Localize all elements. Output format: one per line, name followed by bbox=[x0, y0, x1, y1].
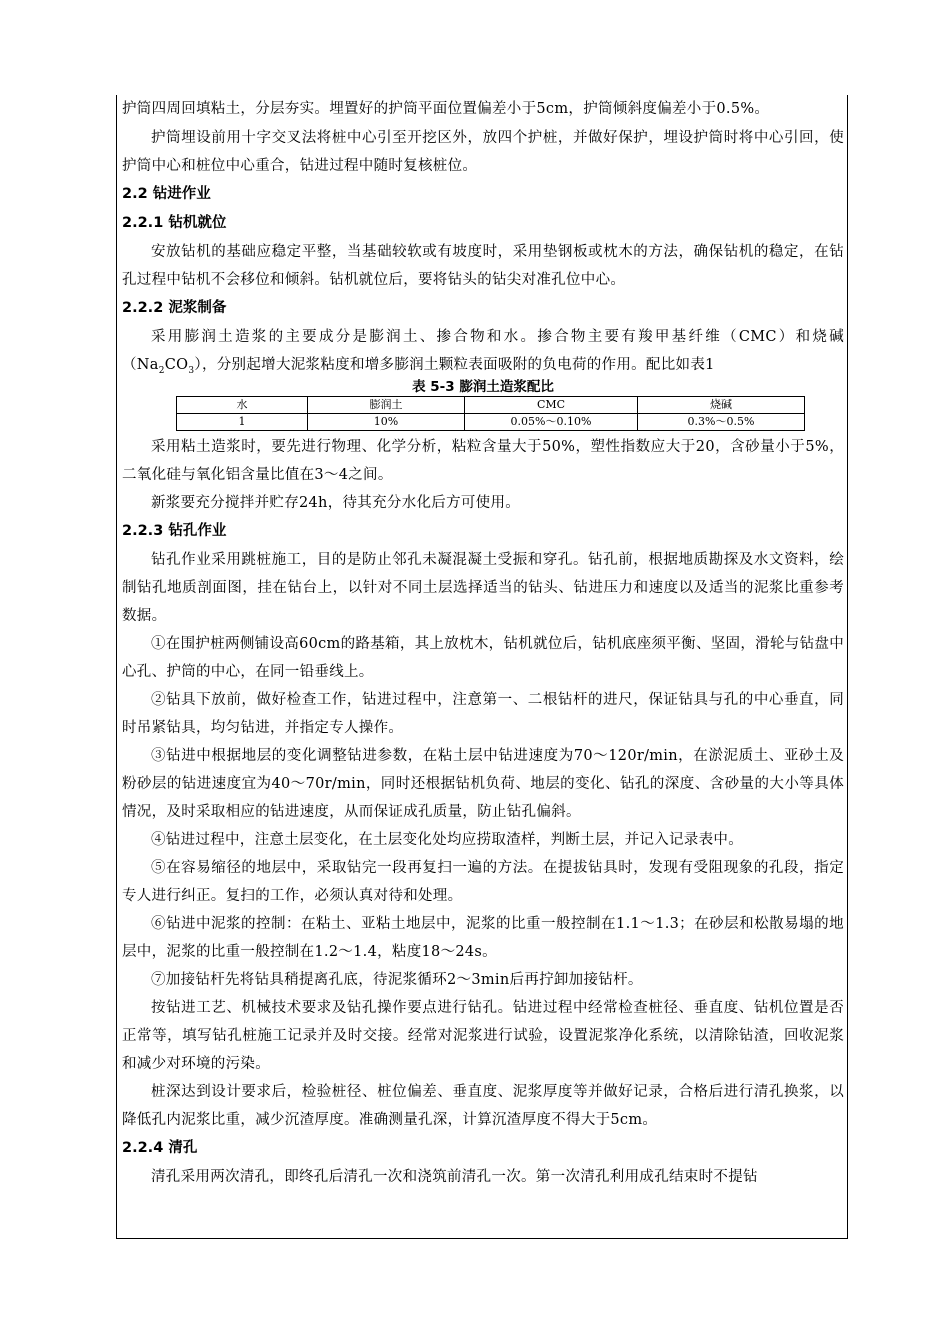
mix-ratio-table bbox=[176, 396, 805, 431]
paragraph-slurry bbox=[122, 323, 844, 379]
table-cell: 10% bbox=[308, 414, 465, 431]
paragraph: ①在围护桩两侧铺设高60cm的路基箱，其上放枕木，钻机就位后，钻机底座须平衡、坚固，滑轮与钻盘中心孔、护筒的中心，在同一铅垂线上。 bbox=[122, 636, 844, 680]
table-header-cell: 膨润土 bbox=[308, 397, 465, 414]
paragraph: 采用粘土造浆时，要先进行物理、化学分析，粘粒含量大于50%，塑性指数应大于20，含砂量小于5%，二氧化硅与氧化铝含量比值在3～4之间。 bbox=[122, 439, 844, 483]
table-caption: 表 5-3 膨润土造浆配比 bbox=[412, 379, 554, 395]
document-body bbox=[122, 95, 844, 1191]
table-header-row bbox=[177, 397, 805, 414]
heading-2-2: 2.2 钻进作业 bbox=[122, 186, 211, 202]
paragraph: ④钻进过程中，注意土层变化，在土层变化处均应捞取渣样，判断土层，并记入记录表中。 bbox=[151, 832, 743, 848]
heading-2-2-4: 2.2.4 清孔 bbox=[122, 1140, 198, 1156]
paragraph: ②钻具下放前，做好检查工作，钻进过程中，注意第一、二根钻杆的进尺，保证钻具与孔的中心垂直，同时吊紧钻具，均匀钻进，并指定专人操作。 bbox=[122, 692, 844, 736]
paragraph: 清孔采用两次清孔，即终孔后清孔一次和浇筑前清孔一次。第一次清孔利用成孔结束时不提钻 bbox=[151, 1169, 758, 1185]
text: ），分别起增大泥浆粘度和增多膨润土颗粒表面吸附的负电荷的作用。配比如表1 bbox=[194, 357, 715, 373]
table-cell: 0.05%～0.10% bbox=[465, 414, 638, 431]
heading-2-2-2: 2.2.2 泥浆制备 bbox=[122, 300, 227, 316]
heading-2-2-1: 2.2.1 钻机就位 bbox=[122, 215, 227, 231]
heading-2-2-3: 2.2.3 钻孔作业 bbox=[122, 523, 227, 539]
table-cell: 1 bbox=[177, 414, 308, 431]
paragraph: 按钻进工艺、机械技术要求及钻孔操作要点进行钻孔。钻进过程中经常检查桩径、垂直度、钻机位置是否正常等，填写钻孔桩施工记录并及时交接。经常对泥浆进行试验，设置泥浆净化系统，以清除钻渣，回收泥浆和减少对环境的污染。 bbox=[122, 1000, 844, 1072]
table-header-cell: CMC bbox=[465, 397, 638, 414]
paragraph: ③钻进中根据地层的变化调整钻进参数，在粘土层中钻进速度为70～120r/min，在淤泥质土、亚砂土及粉砂层的钻进速度宜为40～70r/min，同时还根据钻机负荷、地层的变化、钻孔的深度、含砂量的大小等具体情况，及时采取相应的钻进速度，从而保证成孔质量，防止钻孔偏斜。 bbox=[122, 748, 844, 820]
text: 采用膨润土造浆的主要成分是膨润土、掺合物和水。掺合物主要有羧甲基纤维（CMC）和烧碱（Na bbox=[122, 329, 844, 373]
table-header-cell: 烧碱 bbox=[638, 397, 805, 414]
paragraph: 护筒埋设前用十字交叉法将桩中心引至开挖区外，放四个护桩，并做好保护，埋设护筒时将中心引回，使护筒中心和桩位中心重合，钻进过程中随时复核桩位。 bbox=[122, 130, 844, 174]
paragraph: 新浆要充分搅拌并贮存24h，待其充分水化后方可使用。 bbox=[151, 495, 521, 511]
table-row bbox=[177, 414, 805, 431]
subscript: 2 bbox=[158, 365, 165, 376]
paragraph: ⑤在容易缩径的地层中，采取钻完一段再复扫一遍的方法。在提拔钻具时，发现有受阻现象的孔段，指定专人进行纠正。复扫的工作，必须认真对待和处理。 bbox=[122, 860, 844, 904]
text: CO bbox=[164, 357, 189, 373]
paragraph: 安放钻机的基础应稳定平整，当基础较软或有坡度时，采用垫钢板或枕木的方法，确保钻机的稳定，在钻孔过程中钻机不会移位和倾斜。钻机就位后，要将钻头的钻尖对准孔位中心。 bbox=[122, 244, 844, 288]
table-cell: 0.3%～0.5% bbox=[638, 414, 805, 431]
paragraph: 钻孔作业采用跳桩施工，目的是防止邻孔未凝混凝土受振和穿孔。钻孔前，根据地质勘探及水文资料，绘制钻孔地质剖面图，挂在钻台上，以针对不同土层选择适当的钻头、钻进压力和速度以及适当的泥浆比重参考数据。 bbox=[122, 552, 844, 624]
paragraph: 护筒四周回填粘土，分层夯实。埋置好的护筒平面位置偏差小于5cm，护筒倾斜度偏差小于0.5%。 bbox=[122, 101, 770, 117]
table-header-cell: 水 bbox=[177, 397, 308, 414]
paragraph: 桩深达到设计要求后，检验桩径、桩位偏差、垂直度、泥浆厚度等并做好记录，合格后进行清孔换浆，以降低孔内泥浆比重，减少沉渣厚度。准确测量孔深，计算沉渣厚度不得大于5cm。 bbox=[122, 1084, 844, 1128]
subscript: 3 bbox=[188, 365, 195, 376]
paragraph: ⑥钻进中泥浆的控制：在粘土、亚粘土地层中，泥浆的比重一般控制在1.1～1.3；在砂层和松散易塌的地层中，泥浆的比重一般控制在1.2～1.4，粘度18～24s。 bbox=[122, 916, 844, 960]
paragraph: ⑦加接钻杆先将钻具稍提离孔底，待泥浆循环2～3min后再拧卸加接钻杆。 bbox=[151, 972, 643, 988]
